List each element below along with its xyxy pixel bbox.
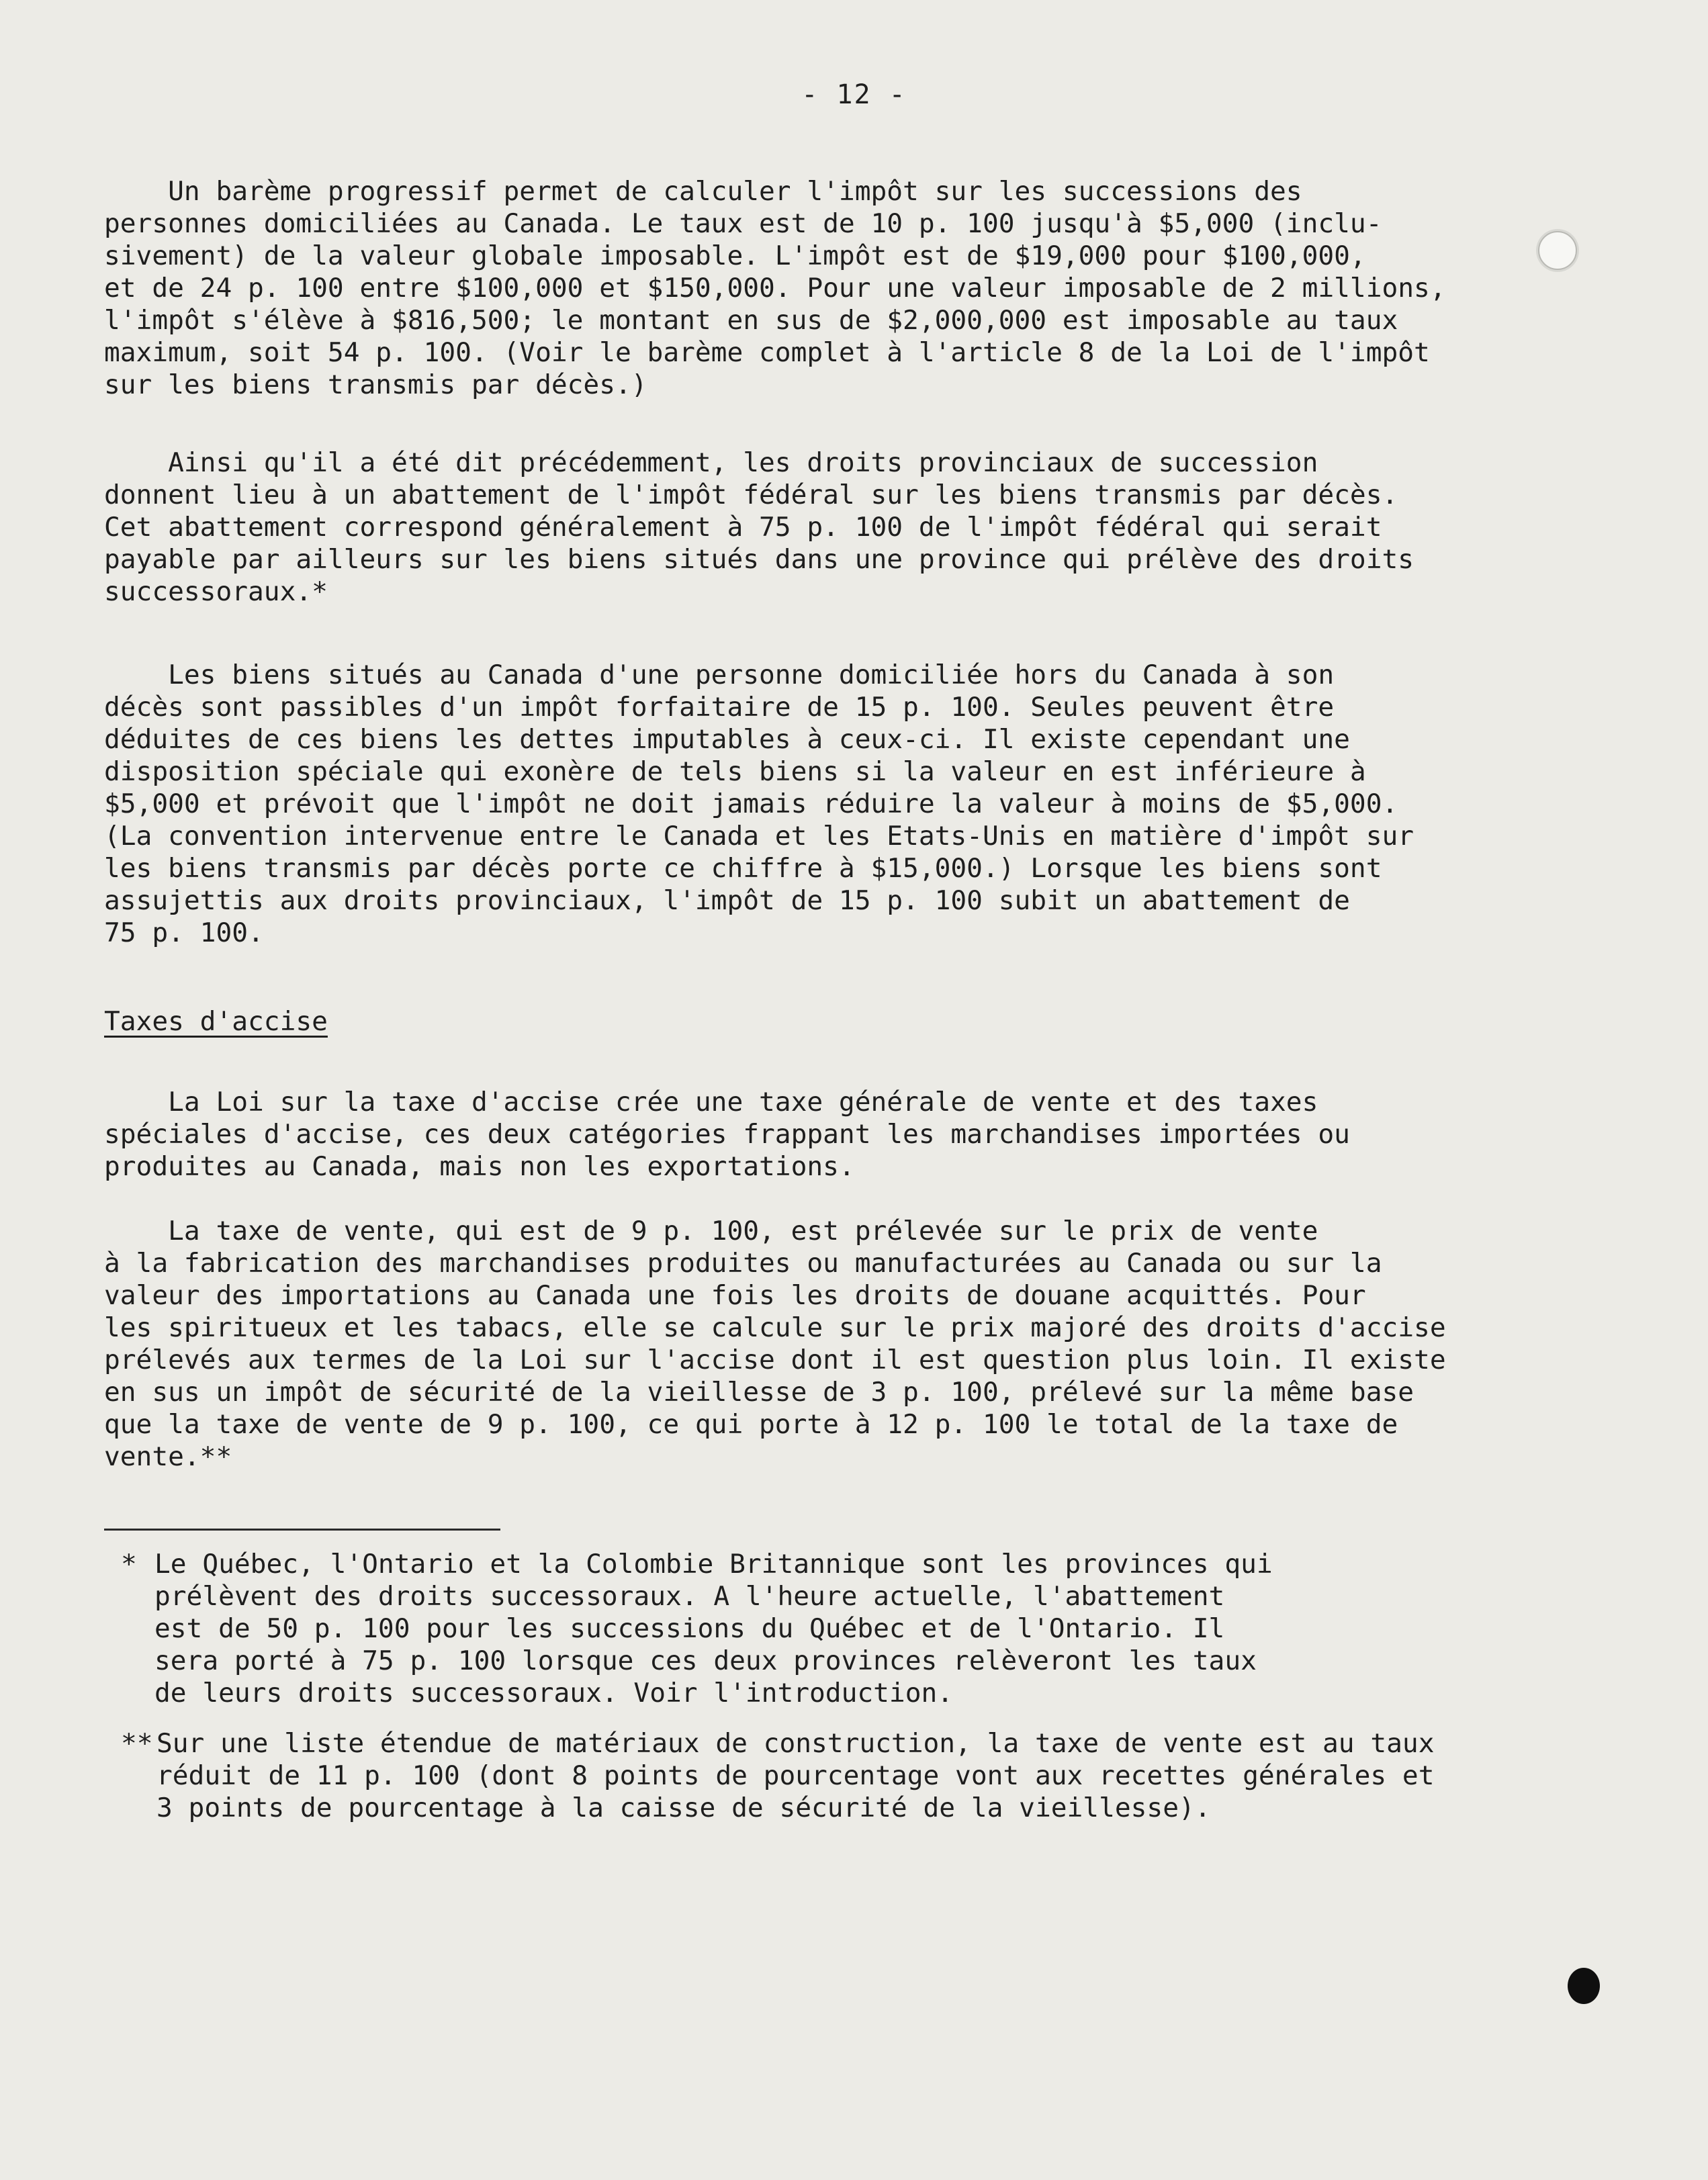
text-line: sera porté à 75 p. 100 lorsque ces deux provinces relèveront les taux (154, 1645, 1257, 1676)
text-line: Un barème progressif permet de calculer l'impôt sur les successions des (104, 176, 1302, 207)
paragraph-provincial-abatement (104, 447, 1501, 608)
text-line: Les biens situés au Canada d'une personne domiciliée hors du Canada à son (104, 660, 1335, 690)
text-line: disposition spéciale qui exonère de tels biens si la valeur en est inférieure à (104, 756, 1366, 787)
text-line: $5,000 et prévoit que l'impôt ne doit jamais réduire la valeur à moins de $5,000. (104, 788, 1398, 819)
text-line: décès sont passibles d'un impôt forfaitaire de 15 p. 100. Seules peuvent être (104, 692, 1335, 723)
text-line: en sus un impôt de sécurité de la vieillesse de 3 p. 100, prélevé sur la même base (104, 1377, 1414, 1408)
text-line: valeur des importations au Canada une fois les droits de douane acquittés. Pour (104, 1280, 1366, 1311)
text-line: prélèvent des droits successoraux. A l'heure actuelle, l'abattement (154, 1581, 1225, 1612)
footnote-divider (104, 1529, 500, 1531)
text-line: à la fabrication des marchandises produites ou manufacturées au Canada ou sur la (104, 1248, 1382, 1279)
footnote-text (154, 1548, 1273, 1709)
text-line: que la taxe de vente de 9 p. 100, ce qui porte à 12 p. 100 le total de la taxe de (104, 1409, 1398, 1440)
footnote-marker: ** (121, 1728, 153, 1759)
section-heading: Taxes d'accise (104, 1006, 328, 1037)
text-line: 3 points de pourcentage à la caisse de sécurité de la vieillesse). (156, 1792, 1211, 1823)
text-line: Ainsi qu'il a été dit précédemment, les droits provinciaux de succession (104, 447, 1318, 478)
text-line: Cet abattement correspond généralement à 75 p. 100 de l'impôt fédéral qui serait (104, 512, 1382, 543)
page-number: - 12 - (801, 79, 907, 110)
text-line: les spiritueux et les tabacs, elle se calcule sur le prix majoré des droits d'accise (104, 1312, 1446, 1343)
paragraph-sales-tax (104, 1215, 1501, 1473)
text-line: Le Québec, l'Ontario et la Colombie Britannique sont les provinces qui (154, 1549, 1273, 1580)
text-line: et de 24 p. 100 entre $100,000 et $150,000. Pour une valeur imposable de 2 millions, (104, 273, 1446, 304)
text-line: sur les biens transmis par décès.) (104, 369, 647, 400)
text-line: déduites de ces biens les dettes imputables à ceux-ci. Il existe cependant une (104, 724, 1350, 755)
punch-hole-top (1538, 231, 1577, 270)
text-line: assujettis aux droits provinciaux, l'impôt de 15 p. 100 subit un abattement de (104, 885, 1350, 916)
text-line: est de 50 p. 100 pour les successions du Québec et de l'Ontario. Il (154, 1613, 1225, 1644)
paragraph-excise-act (104, 1086, 1501, 1183)
footnote-text (156, 1727, 1434, 1824)
text-line: personnes domiciliées au Canada. Le taux est de 10 p. 100 jusqu'à $5,000 (inclu- (104, 208, 1382, 239)
text-line: La taxe de vente, qui est de 9 p. 100, est prélevée sur le prix de vente (104, 1216, 1318, 1246)
text-line: donnent lieu à un abattement de l'impôt fédéral sur les biens transmis par décès. (104, 480, 1398, 510)
text-line: successoraux.* (104, 576, 328, 607)
text-line: Sur une liste étendue de matériaux de construction, la taxe de vente est au taux (156, 1728, 1435, 1759)
text-line: l'impôt s'élève à $816,500; le montant en sus de $2,000,000 est imposable au taux (104, 305, 1398, 336)
text-line: prélevés aux termes de la Loi sur l'accise dont il est question plus loin. Il existe (104, 1345, 1446, 1375)
text-line: vente.** (104, 1441, 232, 1472)
text-line: 75 p. 100. (104, 917, 264, 948)
paragraph-succession-rates (104, 175, 1501, 401)
text-line: spéciales d'accise, ces deux catégories frappant les marchandises importées ou (104, 1119, 1350, 1150)
text-line: les biens transmis par décès porte ce chiffre à $15,000.) Lorsque les biens sont (104, 853, 1382, 884)
text-line: de leurs droits successoraux. Voir l'introduction. (154, 1678, 954, 1709)
paragraph-non-resident (104, 659, 1501, 949)
punch-hole-bottom (1568, 1968, 1600, 2004)
text-line: maximum, soit 54 p. 100. (Voir le barème complet à l'article 8 de la Loi de l'impôt (104, 337, 1430, 368)
footnote-marker: * (121, 1549, 137, 1580)
text-line: produites au Canada, mais non les exportations. (104, 1151, 855, 1182)
text-line: payable par ailleurs sur les biens situés dans une province qui prélève des droits (104, 544, 1414, 575)
text-line: (La convention intervenue entre le Canada et les Etats-Unis en matière d'impôt sur (104, 821, 1414, 852)
text-line: sivement) de la valeur globale imposable. L'impôt est de $19,000 pour $100,000, (104, 240, 1366, 271)
text-line: réduit de 11 p. 100 (dont 8 points de pourcentage vont aux recettes générales et (156, 1760, 1435, 1791)
text-line: La Loi sur la taxe d'accise crée une taxe générale de vente et des taxes (104, 1087, 1318, 1118)
